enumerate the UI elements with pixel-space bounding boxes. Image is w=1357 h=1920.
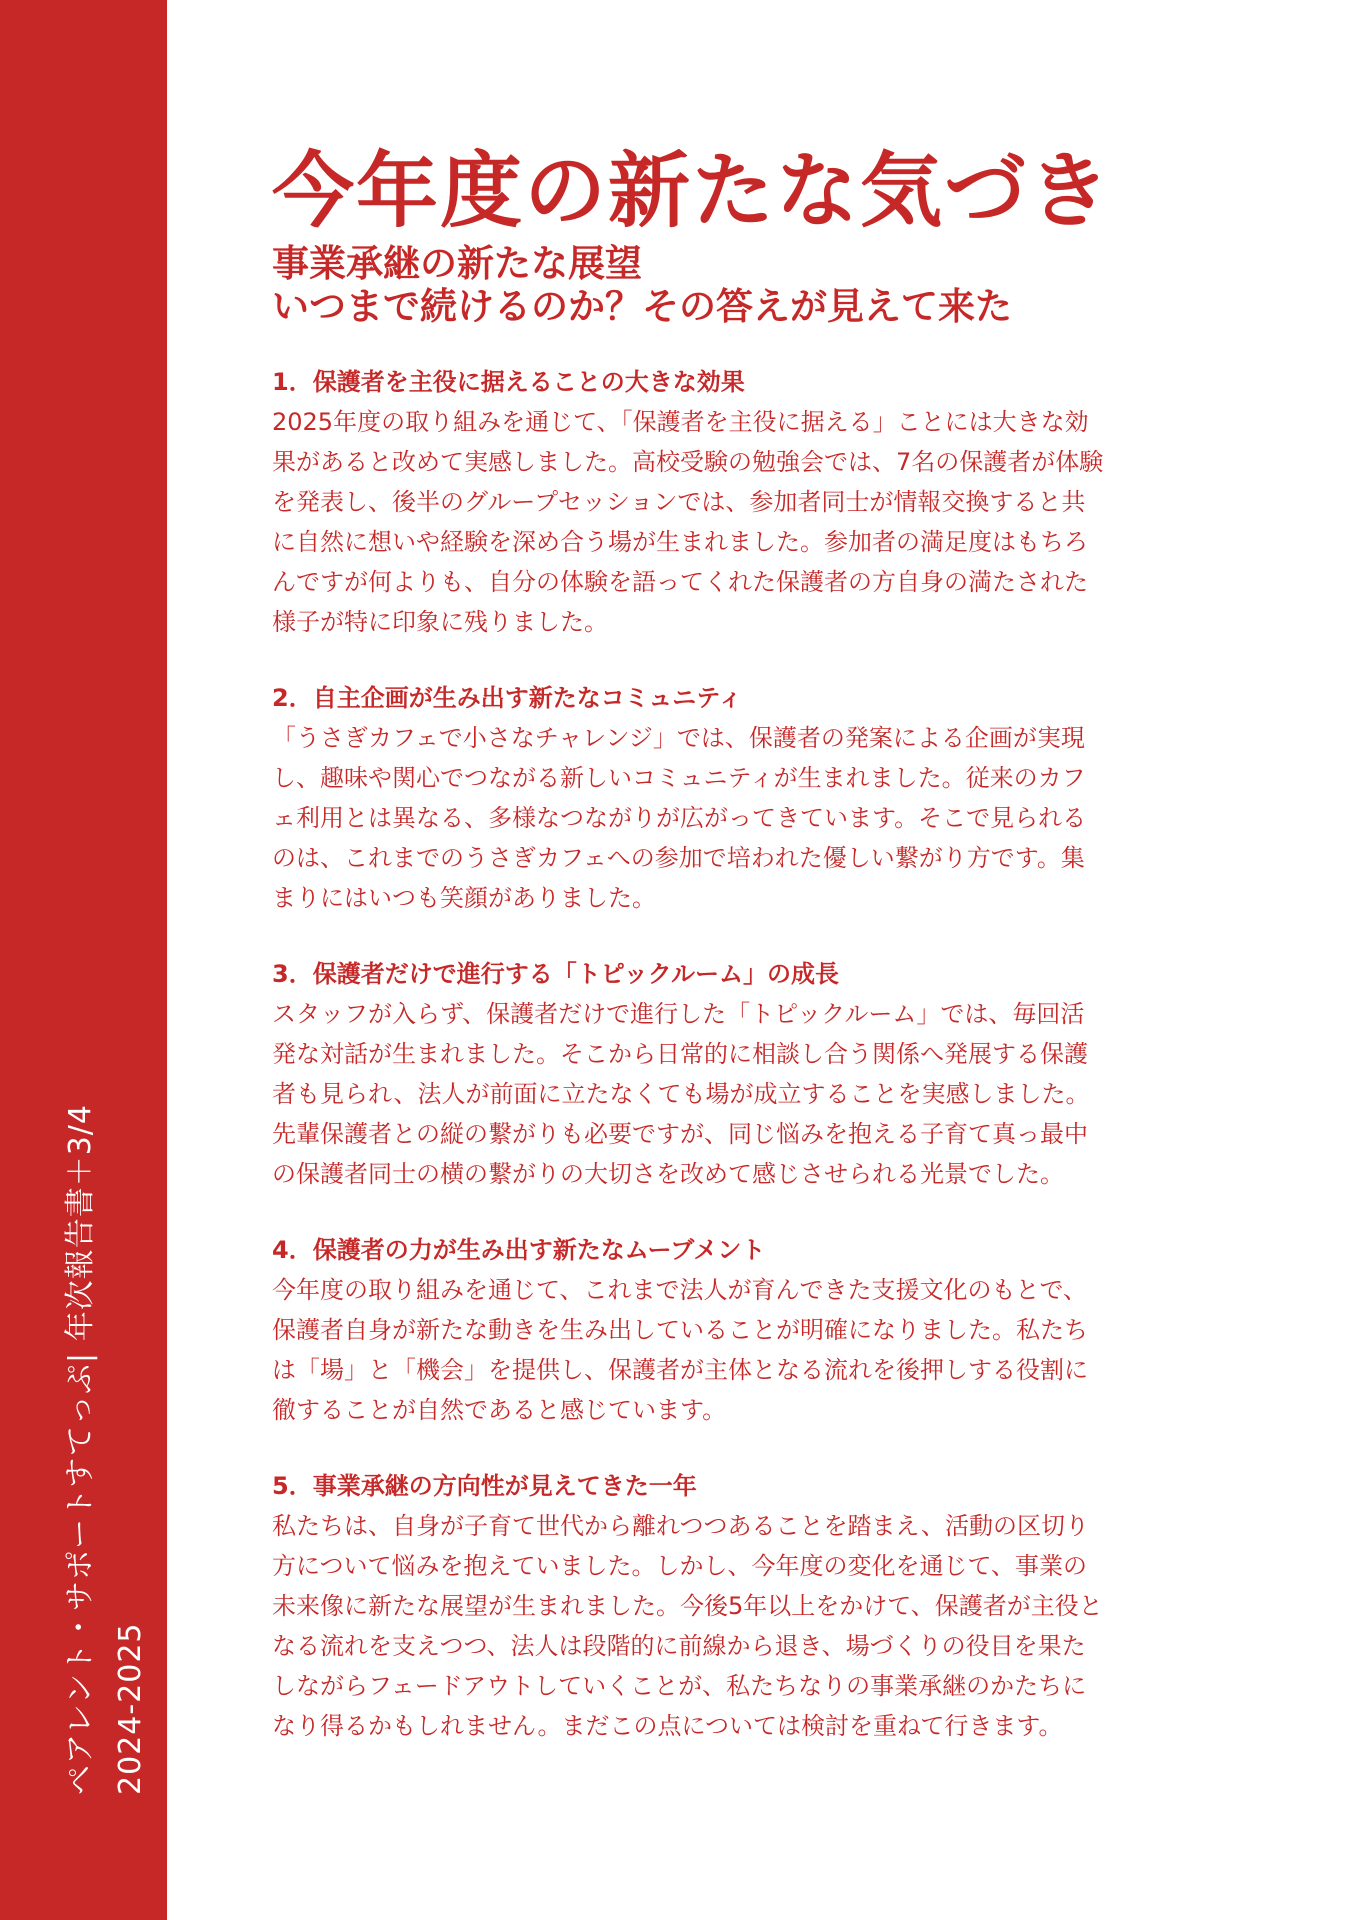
section-heading: 1．保護者を主役に据えることの大きな効果 — [272, 368, 745, 396]
section-heading: 2．自主企画が生み出す新たなコミュニティ — [272, 684, 743, 712]
section-body — [272, 994, 1232, 1194]
body-line: まりにはいつも笑顔がありました。 — [272, 884, 656, 912]
page-subtitle — [272, 242, 1232, 328]
body-line: スタッフが入らず、保護者だけで進行した「トピックルーム」では、毎回活 — [272, 1000, 1085, 1028]
section-4 — [272, 1230, 1232, 1430]
section-heading: 3．保護者だけで進行する「トピックルーム」の成長 — [272, 960, 840, 988]
body-line: 2025年度の取り組みを通じて、「保護者を主役に据える」ことには大きな効 — [272, 408, 1089, 436]
section-body — [272, 718, 1232, 918]
body-line: なる流れを支えつつ、法人は段階的に前線から退き、場づくりの役目を果た — [272, 1632, 1086, 1660]
section-3 — [272, 954, 1232, 1194]
subtitle-line-2: いつまで続けるのか？その答えが見えて来た — [272, 285, 1012, 328]
body-line: 未来像に新たな展望が生まれました。今後5年以上をかけて、保護者が主役と — [272, 1592, 1103, 1620]
sidebar-report-years: 2024-2025 — [113, 1622, 148, 1795]
subtitle-line-1: 事業承継の新たな展望 — [272, 242, 642, 285]
sidebar-band — [0, 0, 167, 1920]
section-heading: 4．保護者の力が生み出す新たなムーブメント — [272, 1236, 766, 1264]
body-line: 方について悩みを抱えていました。しかし、今年度の変化を通じて、事業の — [272, 1552, 1088, 1580]
sidebar-vertical-text — [56, 895, 156, 1795]
body-line: の保護者同士の横の繋がりの大切さを改めて感じさせられる光景でした。 — [272, 1160, 1064, 1188]
section-body — [272, 1506, 1232, 1746]
body-line: 保護者自身が新たな動きを生み出していることが明確になりました。私たち — [272, 1316, 1088, 1344]
body-line: のは、これまでのうさぎカフェへの参加で培われた優しい繋がり方です。集 — [272, 844, 1085, 872]
body-line: に自然に想いや経験を深め合う場が生まれました。参加者の満足度はもちろ — [272, 528, 1088, 556]
body-line: ェ利用とは異なる、多様なつながりが広がってきています。そこで見られる — [272, 804, 1087, 832]
body-line: 者も見られ、法人が前面に立たなくても場が成立することを実感しました。 — [272, 1080, 1090, 1108]
body-line: し、趣味や関心でつながる新しいコミュニティが生まれました。従来のカフ — [272, 764, 1086, 792]
section-body — [272, 402, 1232, 642]
main-content — [272, 142, 1232, 1782]
body-line: 徹することが自然であると感じています。 — [272, 1396, 727, 1424]
body-line: んですが何よりも、自分の体験を語ってくれた保護者の方自身の満たされた — [272, 568, 1088, 596]
body-line: 今年度の取り組みを通じて、これまで法人が育んできた支援文化のもとで、 — [272, 1276, 1088, 1304]
body-line: を発表し、後半のグループセッションでは、参加者同士が情報交換すると共 — [272, 488, 1086, 516]
body-line: 果があると改めて実感しました。高校受験の勉強会では、7名の保護者が体験 — [272, 448, 1104, 476]
body-line: は「場」と「機会」を提供し、保護者が主体となる流れを後押しする役割に — [272, 1356, 1088, 1384]
sidebar-report-title: ペアレント・サポートすてっぷ| 年次報告書＋3/4 — [63, 1104, 98, 1795]
body-line: 先輩保護者との縦の繋がりも必要ですが、同じ悩みを抱える子育て真っ最中 — [272, 1120, 1088, 1148]
section-heading: 5．事業承継の方向性が見えてきた一年 — [272, 1472, 697, 1500]
body-line: 私たちは、自身が子育て世代から離れつつあることを踏まえ、活動の区切り — [272, 1512, 1089, 1540]
section-2 — [272, 678, 1232, 918]
body-line: 様子が特に印象に残りました。 — [272, 608, 608, 636]
body-line: なり得るかもしれません。まだこの点については検討を重ねて行きます。 — [272, 1712, 1063, 1740]
body-line: 発な対話が生まれました。そこから日常的に相談し合う関係へ発展する保護 — [272, 1040, 1088, 1068]
section-body — [272, 1270, 1232, 1430]
page-title: 今年度の新たな気づき — [272, 144, 1113, 239]
section-1 — [272, 362, 1232, 642]
body-line: しながらフェードアウトしていくことが、私たちなりの事業承継のかたちに — [272, 1672, 1087, 1700]
body-line: 「うさぎカフェで小さなチャレンジ」では、保護者の発案による企画が実現 — [272, 724, 1085, 752]
section-5 — [272, 1466, 1232, 1746]
